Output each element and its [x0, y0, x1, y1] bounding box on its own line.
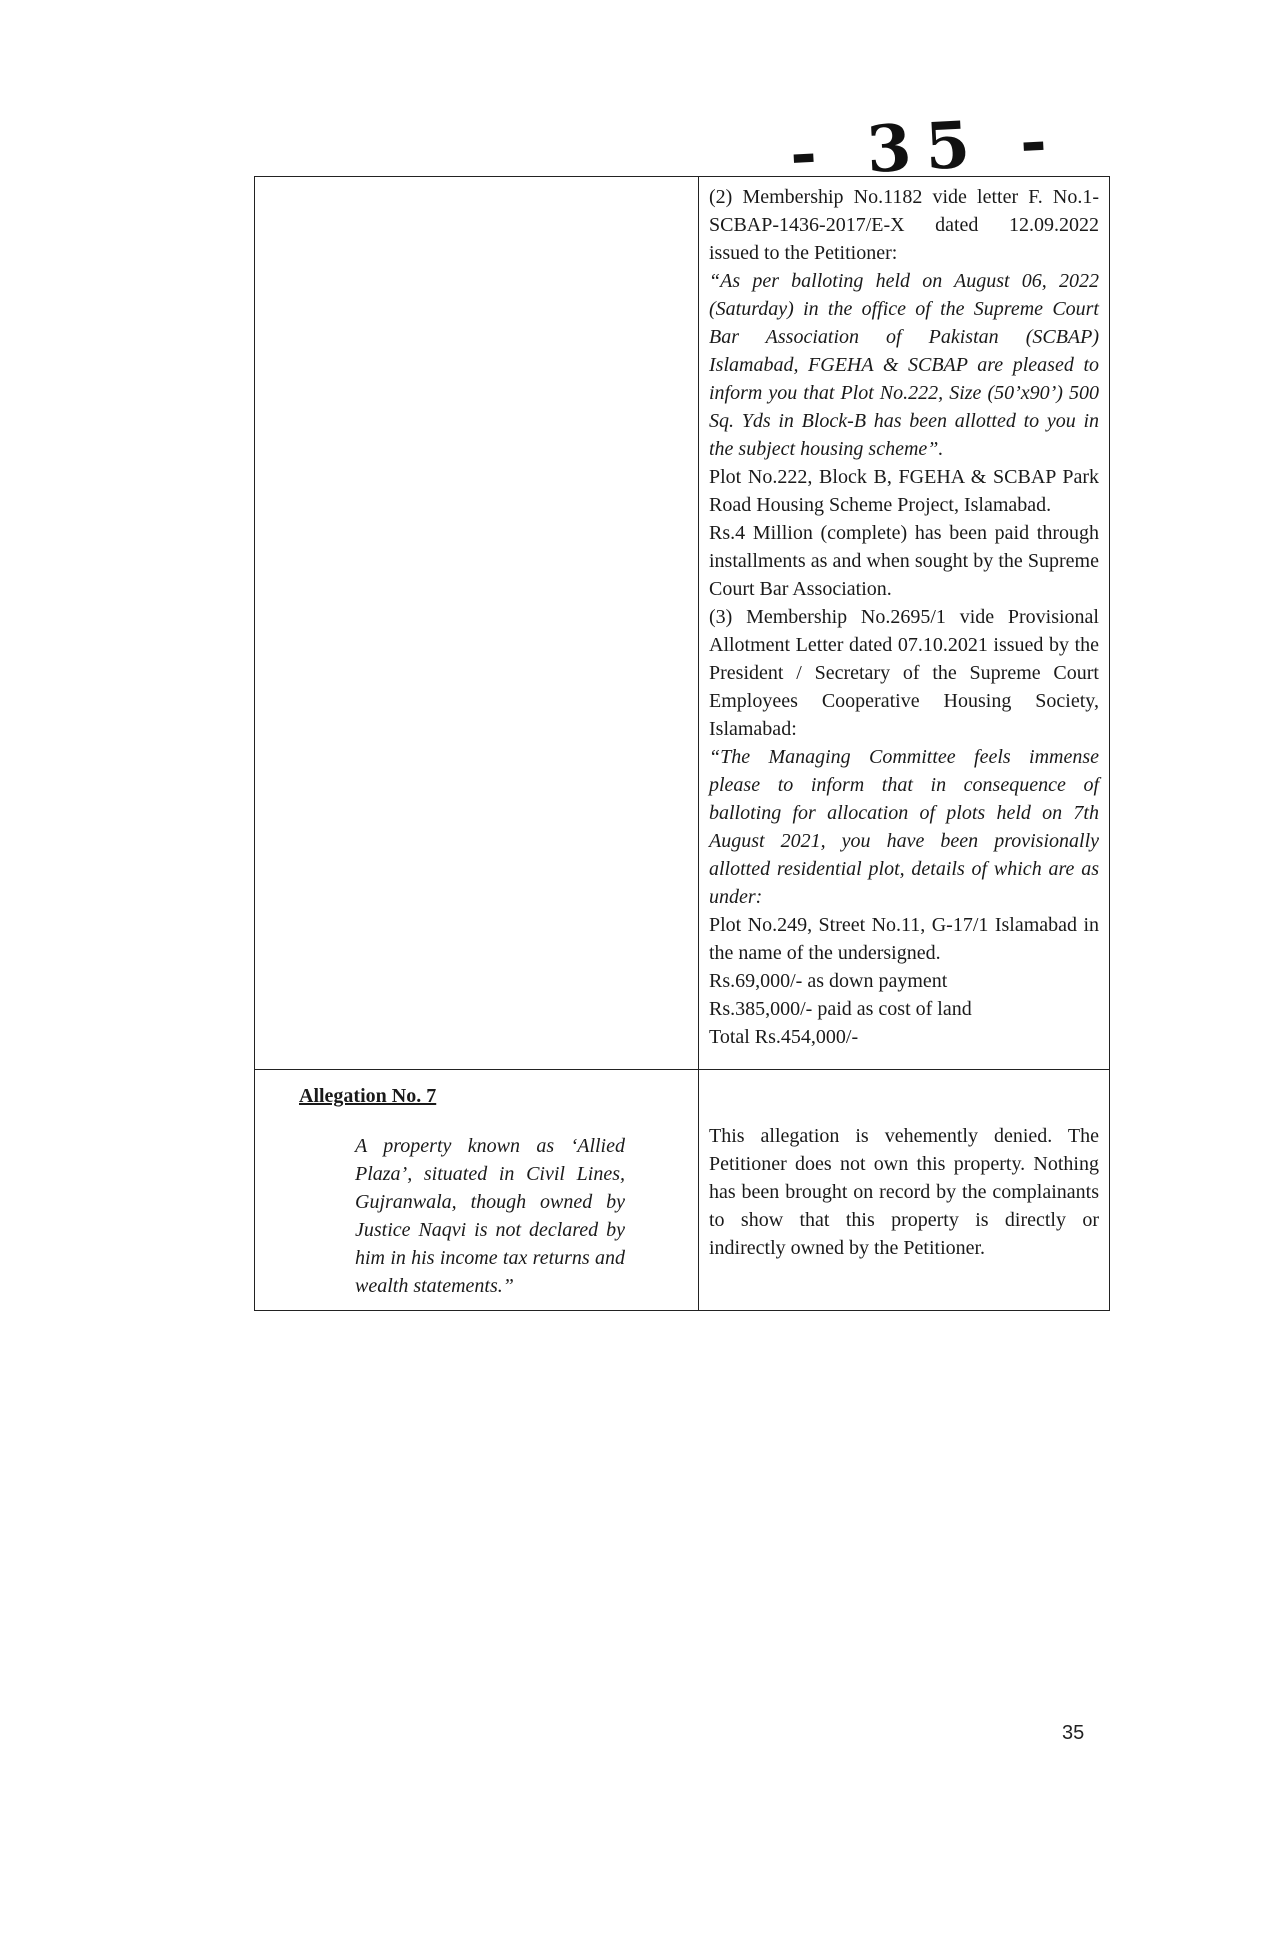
allegation-cell	[255, 1070, 699, 1311]
entry3-cost-of-land: Rs.385,000/- paid as cost of land	[709, 998, 972, 1020]
allegation-heading: Allegation No. 7	[299, 1085, 437, 1107]
allegation-quote: A property known as ‘Allied Plaza’, situated in Civil Lines, Gujranwala, though owned by Justice Naqvi is not declared by him in his income tax returns and wealth statements.”	[355, 1135, 625, 1297]
left-empty-cell	[255, 177, 699, 1070]
allegation-response-cell	[699, 1070, 1110, 1311]
entry2-quote: “As per balloting held on August 06, 2022 (Saturday) in the office of the Supreme Court Bar Association of Pakistan (SCBAP) Islamabad, FGEHA & SCBAP are pleased to inform you that Plot No.222, Size (50’x90’) 500 Sq. Yds in Block-B has been allotted to you in the subject housing scheme”.	[709, 270, 1099, 460]
reply-cell	[699, 177, 1110, 1070]
handwritten-page-mark: - 35 -	[788, 102, 1063, 193]
allegations-table	[254, 176, 1110, 1311]
entry2-payment: Rs.4 Million (complete) has been paid through installments as and when sought by the Supreme Court Bar Association.	[709, 522, 1099, 600]
entry3-plot: Plot No.249, Street No.11, G-17/1 Islamabad in the name of the undersigned.	[709, 914, 1099, 964]
entry3-quote: “The Managing Committee feels immense please to inform that in consequence of balloting for allocation of plots held on 7th August 2021, you have been provisionally allotted residential plot, details of which are as under:	[709, 746, 1099, 908]
entry3-text: (3) Membership No.2695/1 vide Provisional Allotment Letter dated 07.10.2021 issued by the President / Secretary of the Supreme Court Employees Cooperative Housing Society, Islamabad:	[709, 606, 1099, 740]
table-row	[255, 1070, 1110, 1311]
entry3-total: Total Rs.454,000/-	[709, 1026, 859, 1048]
table-row	[255, 177, 1110, 1070]
page-number: 35	[1062, 1722, 1085, 1744]
entry2-plot: Plot No.222, Block B, FGEHA & SCBAP Park Road Housing Scheme Project, Islamabad.	[709, 466, 1099, 516]
allegation-response: This allegation is vehemently denied. The Petitioner does not own this property. Nothing has been brought on record by the complainants to show that this property is directly or indirectly owned by the Petitioner.	[709, 1125, 1099, 1259]
entry3-down-payment: Rs.69,000/- as down payment	[709, 970, 948, 992]
entry2-text: (2) Membership No.1182 vide letter F. No.1-SCBAP-1436-2017/E-X dated 12.09.2022 issued to the Petitioner:	[709, 186, 1099, 264]
